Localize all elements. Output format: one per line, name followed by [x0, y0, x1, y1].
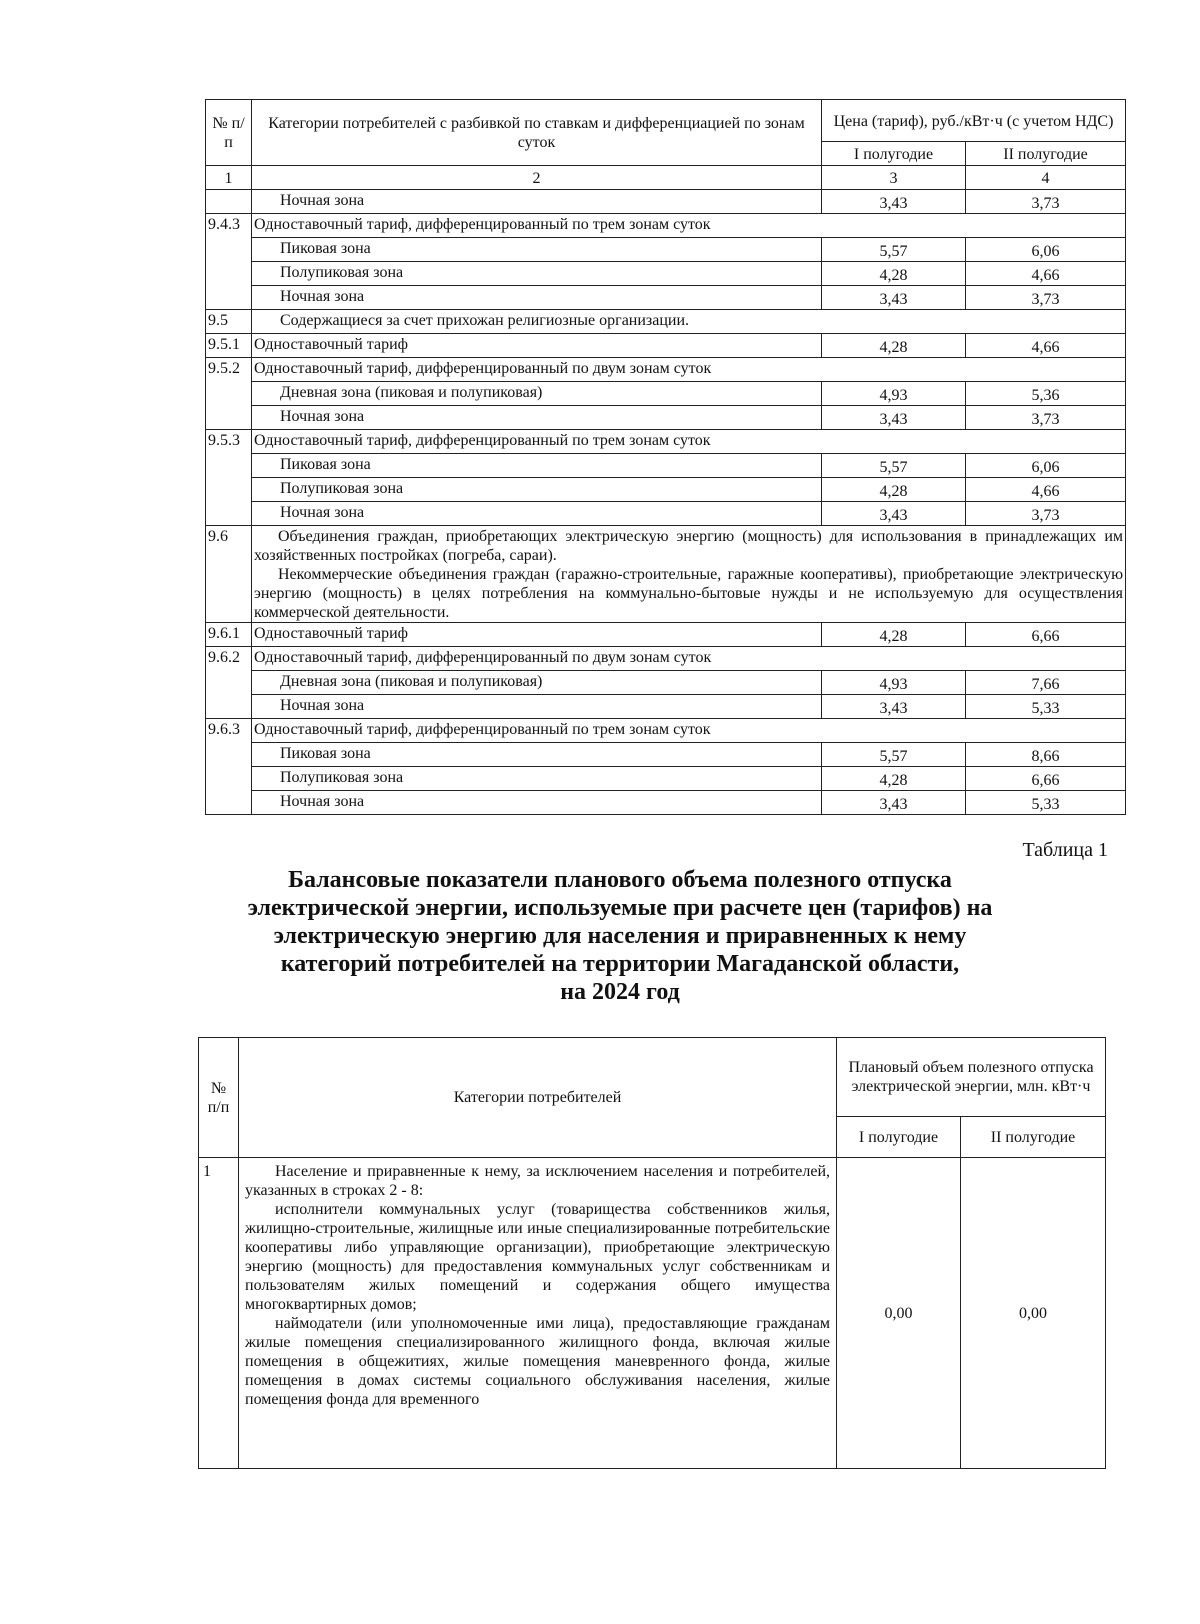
row-value-2: 5,33	[966, 791, 1126, 815]
header-num: № п/п	[206, 100, 252, 166]
table-row	[206, 430, 1126, 454]
row-value-2: 3,73	[966, 190, 1126, 214]
row-value-1: 4,93	[822, 382, 966, 406]
page-title	[205, 866, 1035, 1006]
row-label: Ночная зона	[252, 502, 822, 526]
row-value-1: 5,57	[822, 238, 966, 262]
row-value-1: 3,43	[822, 190, 966, 214]
table-row	[206, 286, 1126, 310]
row-description	[252, 526, 1126, 623]
row-label: Одноставочный тариф, дифференцированный по двум зонам суток	[252, 647, 822, 671]
row-label: Одноставочный тариф	[252, 334, 822, 358]
row-label: Одноставочный тариф, дифференцированный по трем зонам суток	[252, 214, 822, 238]
row-value-1: 4,93	[822, 671, 966, 695]
table-row	[206, 623, 1126, 647]
table-row	[199, 1158, 1106, 1469]
row-value-2: 0,00	[961, 1158, 1106, 1469]
row-value-2: 6,06	[966, 238, 1126, 262]
table-row	[206, 791, 1126, 815]
row-value-2: 7,66	[966, 671, 1126, 695]
row-value-2: 4,66	[966, 262, 1126, 286]
table-row	[206, 743, 1126, 767]
table-row	[206, 406, 1126, 430]
row-num: 9.4.3	[206, 214, 252, 238]
table-row	[206, 767, 1126, 791]
row-value-2: 4,66	[966, 478, 1126, 502]
row-value-1: 4,28	[822, 767, 966, 791]
row-label: Пиковая зона	[252, 743, 822, 767]
table-row	[206, 190, 1126, 214]
row-value-1: 4,28	[822, 334, 966, 358]
row-value-1: 0,00	[837, 1158, 961, 1469]
balance-table	[198, 1037, 1106, 1469]
row-value-1: 4,28	[822, 262, 966, 286]
row-value-1: 5,57	[822, 743, 966, 767]
row-label: Пиковая зона	[252, 238, 822, 262]
paragraph: исполнители коммунальных услуг (товарищества собственников жилья, жилищно-строительные, жилищные или иные специализированные потребительские кооперативы либо управляющие организации), приобретающие электрическую энергию (мощность) для предоставления коммунальных услуг собственникам и пользователям жилых помещений и содержания общего имущества многоквартирных домов;	[245, 1201, 830, 1313]
row-value-1: 3,43	[822, 502, 966, 526]
header-half-2: II полугодие	[966, 142, 1126, 166]
row-value-2: 6,66	[966, 623, 1126, 647]
table-row	[206, 454, 1126, 478]
row-label: Полупиковая зона	[252, 262, 822, 286]
row-value-1: 5,57	[822, 454, 966, 478]
row-value-2: 3,73	[966, 502, 1126, 526]
row-value-2: 8,66	[966, 743, 1126, 767]
title-line: категорий потребителей на территории Магаданской области,	[280, 951, 960, 977]
paragraph: Объединения граждан, приобретающих электрическую энергию (мощность) для использования в принадлежащих им хозяйственных постройках (погреба, сараи).	[254, 528, 1124, 564]
row-num: 9.6.2	[206, 647, 252, 671]
row-num: 9.6.3	[206, 719, 252, 743]
title-line: на 2024 год	[560, 979, 680, 1005]
row-value-2: 5,33	[966, 695, 1126, 719]
table-caption: Таблица 1	[1022, 839, 1108, 861]
row-label: Ночная зона	[252, 286, 822, 310]
table-row	[206, 719, 1126, 743]
table-row	[206, 310, 1126, 334]
header-num: № п/п	[199, 1038, 239, 1158]
row-label: Полупиковая зона	[252, 478, 822, 502]
paragraph: наймодатели (или уполномоченные ими лица), предоставляющие гражданам жилые помещения специализированного жилищного фонда, включая жилые помещения в общежитиях, жилые помещения маневренного фонда, жилые помещения в домах системы социального обслуживания населения, жилые помещения фонда для временного	[245, 1315, 830, 1408]
row-num: 9.5.1	[206, 334, 252, 358]
row-value-2: 6,66	[966, 767, 1126, 791]
table-row	[206, 334, 1126, 358]
header-half-1: I полугодие	[822, 142, 966, 166]
header-col-1: 1	[206, 166, 252, 190]
row-label: Полупиковая зона	[252, 767, 822, 791]
row-label: Содержащиеся за счет прихожан религиозные организации.	[252, 310, 822, 334]
row-num	[206, 190, 252, 214]
row-label: Ночная зона	[252, 190, 822, 214]
title-line: Балансовые показатели планового объема полезного отпуска	[288, 867, 952, 893]
table-row	[206, 502, 1126, 526]
row-num: 9.5.2	[206, 358, 252, 382]
row-num: 9.6.1	[206, 623, 252, 647]
table-row	[206, 382, 1126, 406]
header-volume: Плановый объем полезного отпуска электрической энергии, млн. кВт·ч	[837, 1038, 1106, 1117]
table-row	[206, 671, 1126, 695]
row-label: Пиковая зона	[252, 454, 822, 478]
row-value-1: 3,43	[822, 286, 966, 310]
row-num: 9.6	[206, 526, 252, 623]
header-category: Категории потребителей с разбивкой по ставкам и дифференциацией по зонам суток	[252, 100, 822, 166]
row-label: Одноставочный тариф, дифференцированный по двум зонам суток	[252, 358, 822, 382]
row-label: Дневная зона (пиковая и полупиковая)	[252, 671, 822, 695]
row-label: Ночная зона	[252, 695, 822, 719]
row-value-1: 3,43	[822, 695, 966, 719]
row-value-1: 3,43	[822, 791, 966, 815]
header-col-4: 4	[966, 166, 1126, 190]
row-value-2: 3,73	[966, 406, 1126, 430]
tariff-table	[205, 99, 1126, 815]
table-row	[206, 647, 1126, 671]
row-value-2: 4,66	[966, 334, 1126, 358]
row-label: Ночная зона	[252, 791, 822, 815]
table-row	[206, 262, 1126, 286]
table-row	[206, 526, 1126, 623]
row-value-1: 4,28	[822, 478, 966, 502]
row-num: 9.5.3	[206, 430, 252, 454]
table-row	[206, 358, 1126, 382]
table-row	[206, 478, 1126, 502]
title-line: электрической энергии, используемые при расчете цен (тарифов) на	[247, 895, 993, 921]
row-label: Ночная зона	[252, 406, 822, 430]
paragraph: Некоммерческие объединения граждан (гаражно-строительные, гаражные кооперативы), приобретающие электрическую энергию (мощность) в целях потребления на коммунально-бытовые нужды и не используемую для осуществления коммерческой деятельности.	[254, 566, 1124, 621]
row-description	[239, 1158, 837, 1469]
header-col-3: 3	[822, 166, 966, 190]
row-value-2: 3,73	[966, 286, 1126, 310]
table-row	[206, 238, 1126, 262]
row-value-1: 3,43	[822, 406, 966, 430]
header-category: Категории потребителей	[239, 1038, 837, 1158]
header-price: Цена (тариф), руб./кВт·ч (с учетом НДС)	[822, 100, 1126, 142]
row-value-2: 6,06	[966, 454, 1126, 478]
row-num: 9.5	[206, 310, 252, 334]
table-row	[206, 214, 1126, 238]
row-value-1: 4,28	[822, 623, 966, 647]
title-line: электрическую энергию для населения и приравненных к нему	[273, 923, 967, 949]
paragraph: Население и приравненные к нему, за исключением населения и потребителей, указанных в строках 2 - 8:	[245, 1163, 830, 1199]
row-label: Одноставочный тариф, дифференцированный по трем зонам суток	[252, 719, 822, 743]
row-num: 1	[199, 1158, 239, 1469]
header-half-1: I полугодие	[837, 1117, 961, 1158]
header-half-2: II полугодие	[961, 1117, 1106, 1158]
row-value-2: 5,36	[966, 382, 1126, 406]
table-row	[206, 695, 1126, 719]
row-label: Одноставочный тариф, дифференцированный по трем зонам суток	[252, 430, 822, 454]
row-label: Одноставочный тариф	[252, 623, 822, 647]
row-label: Дневная зона (пиковая и полупиковая)	[252, 382, 822, 406]
header-col-2: 2	[252, 166, 822, 190]
